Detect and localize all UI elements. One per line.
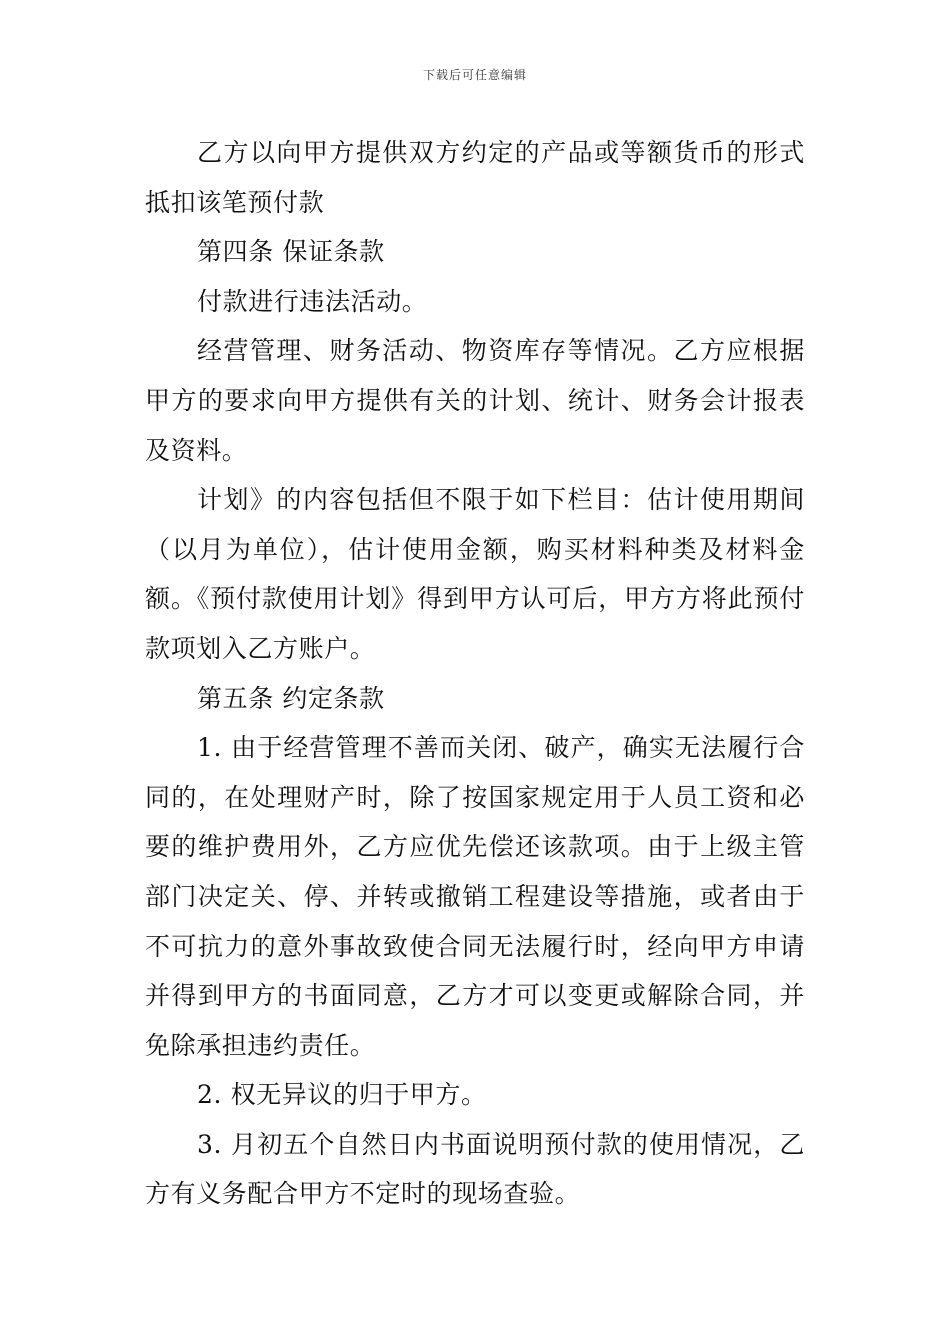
heading-article-4: 第四条 保证条款 (197, 237, 385, 267)
paragraph-management-reports: 经营管理、财务活动、物资库存等情况。乙方应根据甲方的要求向甲方提供有关的计划、统计、财务会计报表及资料。 (145, 336, 805, 465)
clause-2: 2. 权无异议的归于甲方。 (197, 1080, 487, 1110)
page-header: 下载后可任意编辑 (422, 68, 527, 82)
heading-article-5: 第五条 约定条款 (197, 683, 385, 713)
clause-3: 3. 月初五个自然日内书面说明预付款的使用情况，乙方有义务配合甲方不定时的现场查验。 (145, 1129, 805, 1209)
paragraph-usage-plan: 计划》的内容包括但不限于如下栏目：估计使用期间（以月为单位），估计使用金额，购买材料种类及材料金额。《预付款使用计划》得到甲方认可后，甲方方将此预付款项划入乙方账户。 (145, 485, 805, 663)
document-body (145, 128, 805, 1219)
clause-1: 1. 由于经营管理不善而关闭、破产，确实无法履行合同的，在处理财产时，除了按国家规定用于人员工资和必要的维护费用外，乙方应优先偿还该款项。由于上级主管部门决定关、停、并转或撤销工程建设等措施，或者由于不可抗力的意外事故致使合同无法履行时，经向甲方申请并得到甲方的书面同意，乙方才可以变更或解除合同，并免除承担违约责任。 (145, 733, 805, 1060)
paragraph-offset-payment: 乙方以向甲方提供双方约定的产品或等额货币的形式抵扣该笔预付款 (145, 138, 805, 217)
paragraph-illegal-activity: 付款进行违法活动。 (197, 286, 428, 316)
